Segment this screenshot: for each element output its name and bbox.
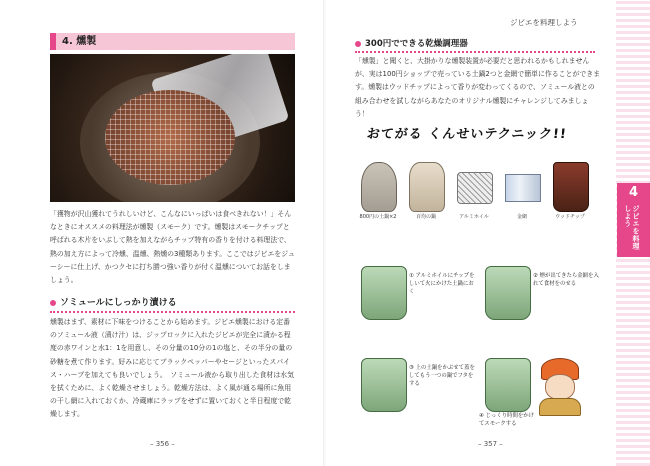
- running-header: ジビエを料理しよう: [510, 18, 578, 27]
- stove-icon: [485, 358, 531, 412]
- step-2: [477, 248, 597, 338]
- tool-item: [451, 156, 497, 236]
- step-note: ② 煙が出てきたら金網を入れて食材をのせる: [533, 273, 599, 287]
- page-number-left: – 356 –: [150, 440, 175, 448]
- chapter-tab: [617, 183, 650, 257]
- tool-caption: 金網: [516, 214, 527, 220]
- clay-pot-icon: [361, 162, 397, 212]
- tool-item: [547, 156, 593, 236]
- step-note: ① アルミホイルにチップをしいて火にかけた土鍋におく: [409, 273, 475, 295]
- smoking-photo: [50, 54, 295, 202]
- page-number-right: – 357 –: [478, 440, 503, 448]
- stove-icon: [361, 358, 407, 412]
- grill-image: [105, 90, 235, 185]
- right-heading: [355, 37, 595, 53]
- tool-item: [499, 156, 545, 236]
- girl-illustration: [537, 358, 581, 414]
- chapter-number: 4: [628, 185, 639, 200]
- step-note: ④ じっくり時間をかけてスモークする: [479, 413, 535, 427]
- subheading: [50, 295, 295, 313]
- bullet-icon: [50, 300, 56, 306]
- wood-chip-bag-icon: [553, 162, 589, 212]
- intro-paragraph: 「獲物が沢山獲れてうれしいけど、こんなにいっぱいは食べきれない！」そんなときにオススメの料理法が燻製（スモーク）です。燻製はスモークチップと呼ばれる木片をいぶして熱を加えながらチップ特有の香りを付ける料理法で、熱の加え方によって冷燻、温燻、熱燻の3種類あります。ここではジビエをジューシーに仕上げ、かつクセに打ち勝つ強い香りが付く温燻についてお話をしましょう。: [50, 210, 295, 285]
- right-heading-label: 300円でできる乾燥調理器: [365, 39, 468, 49]
- brine-paragraph: 燻製はまず、素材に下味をつけることから始めます。ジビエ燻製における定番のソミュール液（漬け汁）は、ジップロックに入れたジビエが完全に漬かる程度の赤ワインと水1：1を用意し、その分量の10分の1の塩と、その半分の量の砂糖を煮て作ります。好みに応じてブラックペッパーやセージといったスパイス・ハーブを加えても良いでしょう。 ソミュール液から取り出した食材は水気を拭くために、よく乾燥させましょう。乾燥方法は、よく風が通る場所に魚用の干し網に入れておくか、冷蔵庫にラップをせずに置いておくと半日程度で乾燥します。: [50, 318, 294, 419]
- step-3: [353, 340, 473, 430]
- tool-caption: 百均の鍋: [415, 214, 436, 220]
- tool-item: [403, 156, 449, 236]
- tool-caption: アルミホイル: [459, 214, 489, 220]
- tool-caption: 800円の土鍋×2: [359, 214, 397, 220]
- jacket-icon: [539, 398, 581, 416]
- pot-icon: [409, 162, 445, 212]
- smoking-illustration: [345, 118, 603, 436]
- tool-item: [355, 156, 401, 236]
- step-note: ③ 上の土鍋をかぶせて蓋をしてもう一つの鍋でフタをする: [409, 365, 475, 387]
- mesh-icon: [457, 172, 493, 204]
- step-1: [353, 248, 473, 338]
- right-paragraph: 「燻製」と聞くと、大掛かりな燻製装置が必要だと思われるかもしれませんが、実は100円ショップで売っている土鍋2つと金網で簡単に作ることができます。燻製はウッドチップによって香りが変わってくるので、ソミュール液との組み合わせを試しながらあなたのオリジナル燻製にチャレンジしてみましょう！: [355, 57, 600, 118]
- bullet-icon: [355, 41, 361, 47]
- foil-icon: [505, 174, 541, 202]
- stove-icon: [361, 266, 407, 320]
- chapter-title: ジビエを料理しよう: [623, 205, 640, 250]
- face-icon: [545, 374, 575, 400]
- illustration-title: おてがる くんせいテクニック!!: [366, 127, 568, 142]
- section-title: 4. 燻製: [50, 33, 295, 50]
- tool-caption: ウッドチップ: [555, 214, 585, 220]
- tools-row: [355, 156, 595, 236]
- subheading-label: ソミュールにしっかり漬ける: [60, 298, 177, 308]
- stove-icon: [485, 266, 531, 320]
- step-4: [477, 340, 537, 430]
